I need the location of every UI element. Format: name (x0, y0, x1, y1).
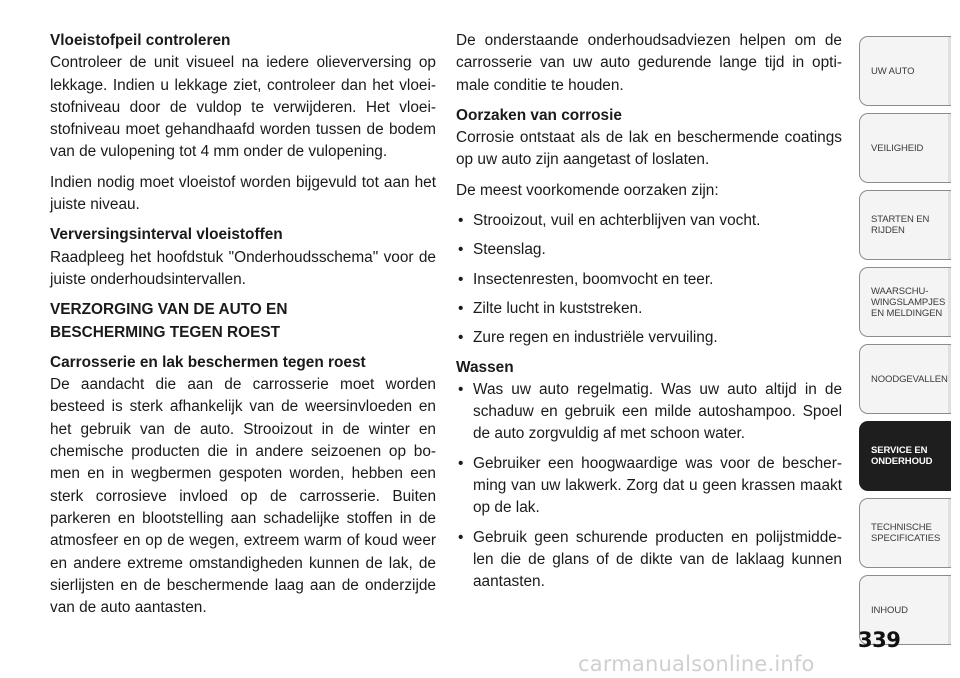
tab-noodgevallen[interactable]: NOODGEVALLEN (859, 344, 951, 414)
paragraph-common-causes: De meest voorkomende oorzaken zijn: (456, 181, 719, 199)
heading-body-protection: Carrosserie en lak beschermen tegen roest (50, 353, 366, 371)
paragraph-fluid-topup: Indien nodig moet vloeistof worden bijgevuld tot aan het juiste niveau. (50, 173, 436, 214)
list-item: • Was uw auto regelmatig. Was uw auto altijd in de schaduw en gebruik een milde autoshampoo. Spoel de auto zorgvuldig af met schoon water. (456, 379, 842, 446)
list-item: • Insectenresten, boomvocht en teer. (456, 269, 842, 291)
heading-washing: Wassen (456, 358, 514, 376)
list-item: • Strooizout, vuil en achterblijven van vocht. (456, 210, 842, 232)
paragraph-body-protection: De aandacht die aan de carrosserie moet worden besteed is sterk afhankelijk van de weersinvloeden en het gebruik van de auto. Strooizout in de winter en chemische producten die in andere seizoenen op bo-men en in wegbermen gespoten worden, hebben een sterk corrosieve invloed op de carrosserie. Buiten parkeren en blootstelling aan schadelijke stoffen in de atmosfeer en op de wegen, extreem warm of koud weer en andere extreme omstandigheden kunnen de lak, de sierlijsten en de beschermende laag aan de onderzijde van de auto aantasten. (50, 376, 436, 617)
watermark: carmanualsonline.info (578, 652, 815, 676)
tab-service-en-onderhoud[interactable]: SERVICE EN ONDERHOUD (859, 421, 951, 491)
page-number: 339 (858, 628, 901, 652)
section-title (50, 299, 436, 344)
heading-fluid-level: Vloeistofpeil controleren (50, 32, 231, 49)
left-column (50, 30, 436, 627)
heading-corrosion-causes: Oorzaken van corrosie (456, 106, 622, 124)
tab-inhoud[interactable]: INHOUD (859, 575, 951, 645)
tab-technische-specificaties[interactable]: TECHNISCHE SPECIFICATIES (859, 498, 951, 568)
heading-change-interval: Verversingsinterval vloeistoffen (50, 226, 283, 244)
paragraph-intro: De onderstaande onderhoudsadviezen helpen om de carrosserie van uw auto gedurende lange tijd in opti-male conditie te houden. (456, 32, 842, 94)
section-title-line1: VERZORGING VAN DE AUTO EN (50, 301, 288, 319)
causes-list (456, 210, 842, 349)
tab-veiligheid[interactable]: VEILIGHEID (859, 113, 951, 183)
paragraph-corrosion: Corrosie ontstaat als de lak en beschermende coatings op uw auto zijn aangetast of loslaten. (456, 129, 842, 169)
section-title-line2: BESCHERMING TEGEN ROEST (50, 323, 281, 341)
chapter-tabs (859, 36, 951, 652)
washing-list (456, 379, 842, 594)
right-column (456, 30, 842, 601)
list-item: • Gebruik geen schurende producten en polijstmidde-len die de glans of de dikte van de laklaag kunnen aantasten. (456, 527, 842, 594)
tab-waarschuwingslampjes[interactable]: WAARSCHU- WINGSLAMPJES EN MELDINGEN (859, 267, 951, 337)
paragraph-fluid-check: Controleer de unit visueel na iedere olieverversing op lekkage. Indien u lekkage ziet, controleer dan het vloei-stofniveau door de vuldop te verwijderen. Het vloei-stofniveau moet gehandhaafd worden tussen de bodem van de vulopening tot 4 mm onder de vulopening. (50, 54, 436, 161)
list-item: • Gebruiker een hoogwaardige was voor de bescher-ming van uw lakwerk. Zorg dat u geen krassen maakt op de lak. (456, 453, 842, 520)
tab-uw-auto[interactable]: UW AUTO (859, 36, 951, 106)
tab-starten-en-rijden[interactable]: STARTEN EN RIJDEN (859, 190, 951, 260)
list-item: • Zilte lucht in kuststreken. (456, 298, 842, 320)
list-item: • Steenslag. (456, 239, 842, 261)
list-item: • Zure regen en industriële vervuiling. (456, 327, 842, 349)
paragraph-change-interval: Raadpleeg het hoofdstuk "Onderhoudsschema" voor de juiste onderhoudsintervallen. (50, 248, 436, 288)
